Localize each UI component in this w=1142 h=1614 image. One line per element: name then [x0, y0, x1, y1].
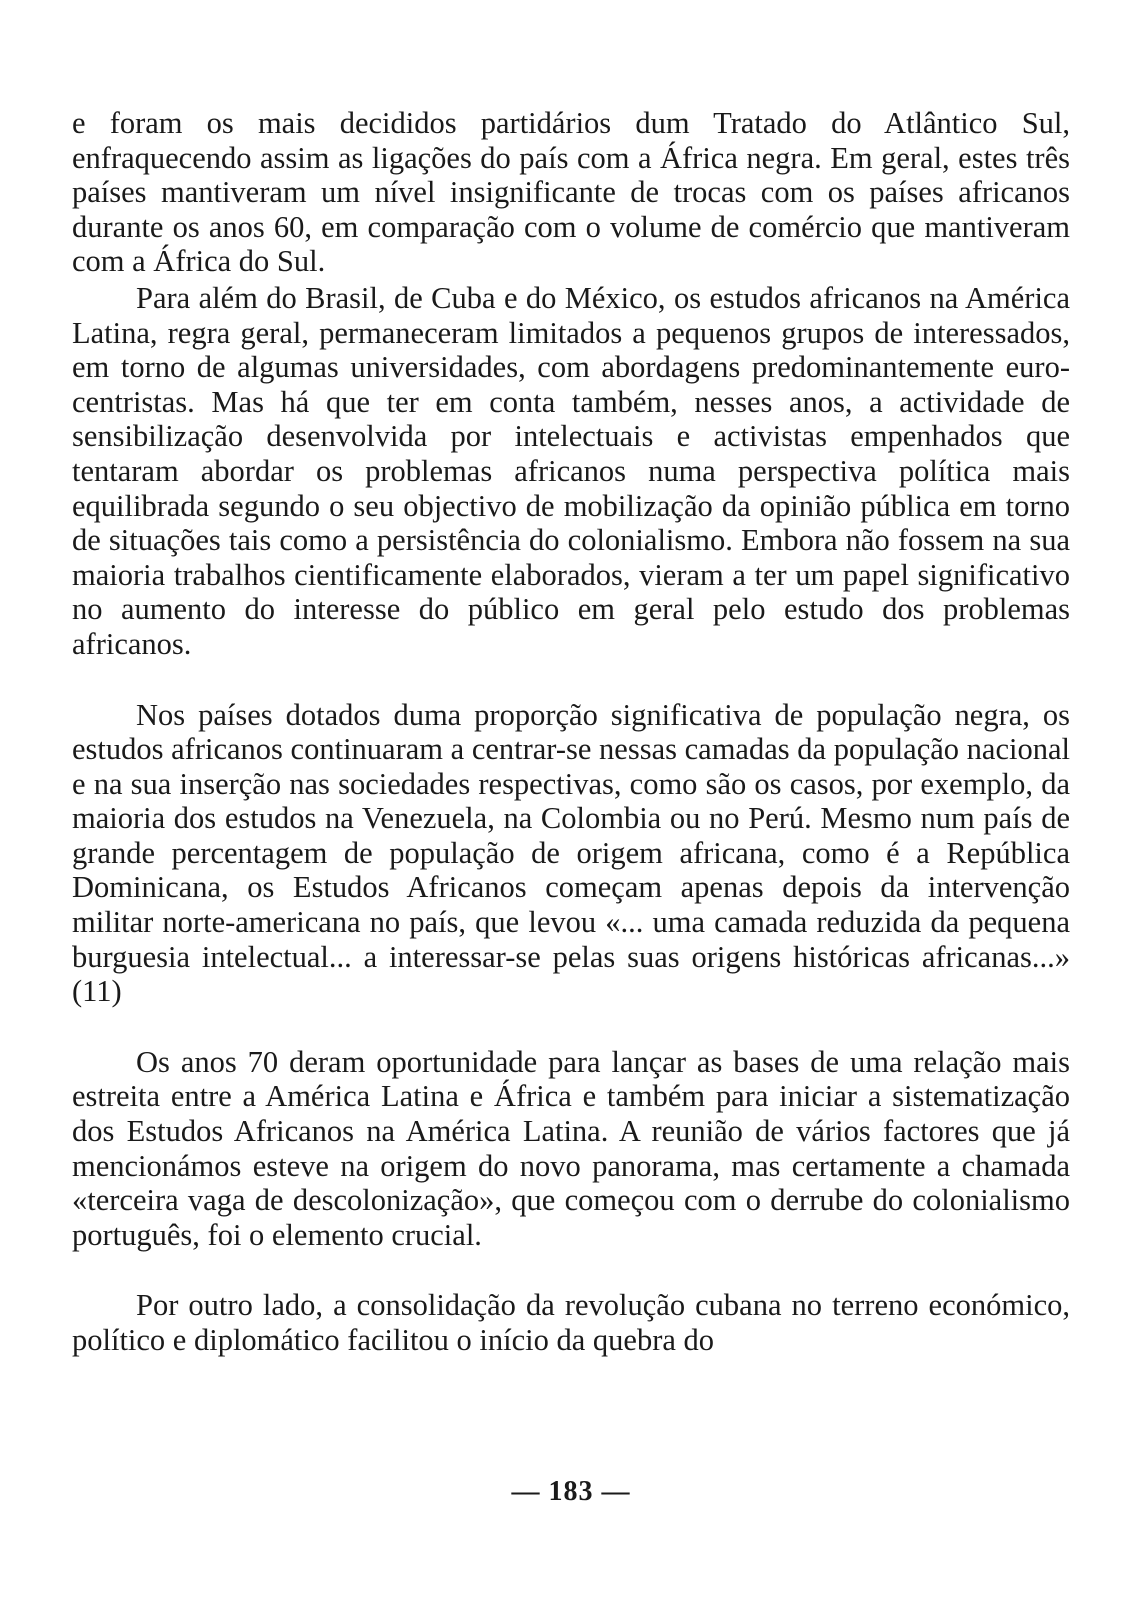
paragraph-1: e foram os mais decididos partidários dum Tratado do Atlântico Sul, enfraquecendo assim as ligações do país com a África negra. Em geral, estes três países mantiveram um nível insignificante de trocas com os países africanos durante os anos 60, em comparação com o volume de comércio que mantiveram com a África do Sul.	[72, 106, 1070, 279]
paragraph-4: Os anos 70 deram oportunidade para lançar as bases de uma relação mais estreita entre a América Latina e África e também para iniciar a sistematização dos Estudos Africanos na América Latina. A reunião de vários factores que já mencionámos esteve na origem do novo panorama, mas certamente a chamada «terceira vaga de descolonização», que começou com o derrube do colonialismo português, foi o elemento crucial.	[72, 1044, 1070, 1252]
paragraph-2: Para além do Brasil, de Cuba e do México, os estudos africanos na América Latina, regra geral, permaneceram limitados a pequenos grupos de interessados, em torno de algumas universidades, com abordagens predominantemente euro-centristas. Mas há que ter em conta também, nesses anos, a actividade de sensibilização desenvolvida por intelectuais e activistas empenhados que tentaram abordar os problemas africanos numa perspectiva política mais equilibrada segundo o seu objectivo de mobilização da opinião pública em torno de situações tais como a persistência do colonialismo. Embora não fossem na sua maioria trabalhos cientificamente elaborados, vieram a ter um papel significativo no aumento do interesse do público em geral pelo estudo dos problemas africanos.	[72, 280, 1070, 661]
paragraph-5: Por outro lado, a consolidação da revolução cubana no terreno económico, político e diplomático facilitou o início da quebra do	[72, 1288, 1070, 1357]
page-number: — 183 —	[511, 1476, 631, 1507]
page-body	[72, 106, 1070, 1358]
paragraph-3: Nos países dotados duma proporção significativa de população negra, os estudos africanos continuaram a centrar-se nessas camadas da população nacional e na sua inserção nas sociedades respectivas, como são os casos, por exemplo, da maioria dos estudos na Venezuela, na Colombia ou no Perú. Mesmo num país de grande percentagem de população de origem africana, como é a República Dominicana, os Estudos Africanos começam apenas depois da intervenção militar norte-americana no país, que levou «... uma camada reduzida da pequena burguesia intelectual... a interessar-se pelas suas origens históricas africanas...» (11)	[72, 697, 1070, 1009]
